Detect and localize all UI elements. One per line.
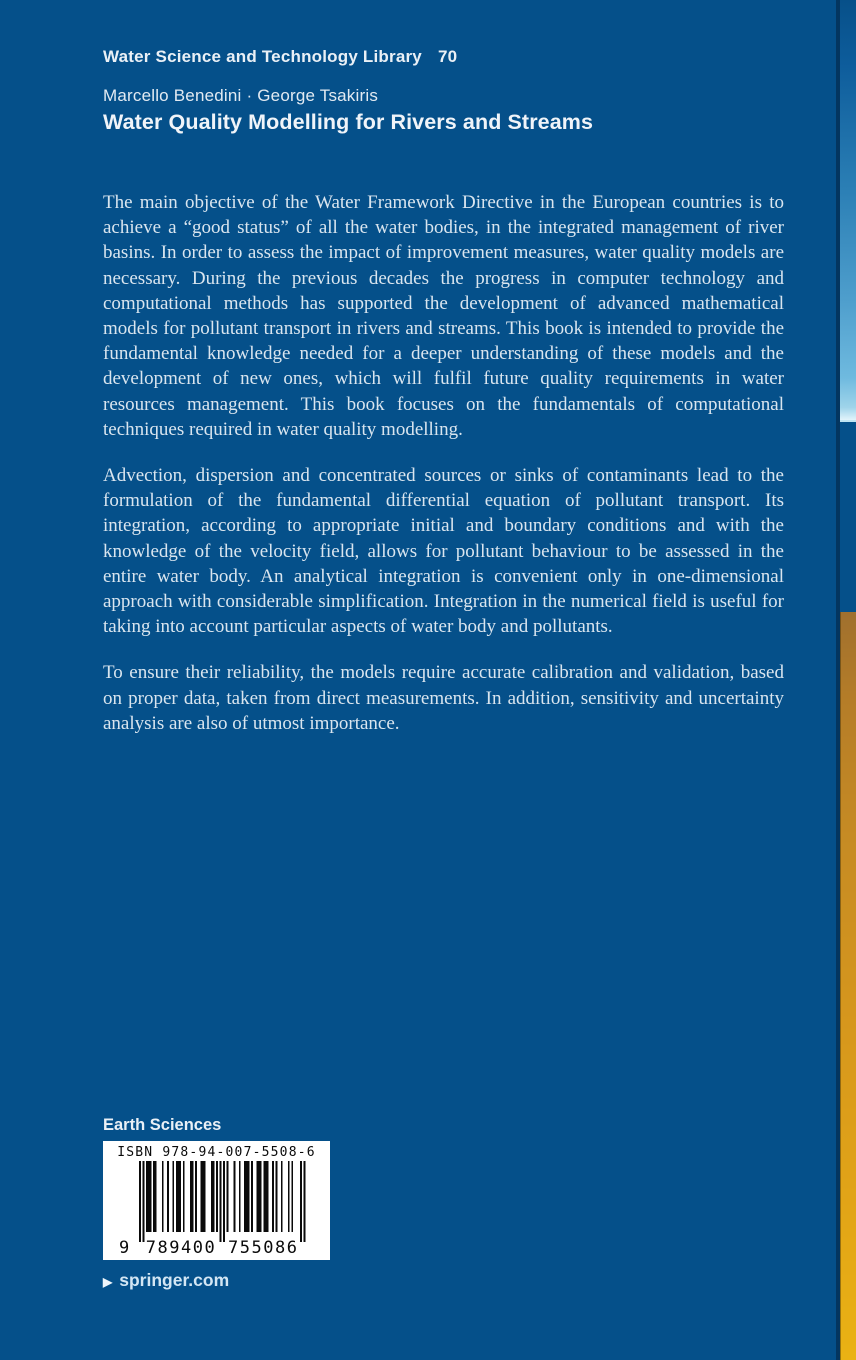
barcode-svg (115, 1161, 319, 1256)
isbn-label: ISBN 978-94-007-5508-6 (117, 1145, 316, 1160)
springer-url: springer.com (119, 1270, 230, 1290)
svg-text:9: 9 (118, 1238, 131, 1256)
publisher-website (103, 1270, 229, 1291)
category-label: Earth Sciences (103, 1116, 222, 1134)
book-title: Water Quality Modelling for Rivers and Streams (103, 110, 594, 134)
blurb-paragraph: Advection, dispersion and concentrated sources or sinks of contaminants lead to the formulation of the fundamental differential equation of pollutant transport. Its integration, according to appropriate initial and boundary conditions and with the knowledge of the velocity field, allows for pollutant behaviour to be assessed in the entire water body. An analytical integration is convenient only in one-dimensional approach with considerable simplification. Integration in the numerical field is useful for taking into account particular aspects of water body and pollutants. (103, 465, 784, 638)
front-cover-sliver (840, 0, 856, 1360)
barcode-box (103, 1141, 330, 1260)
svg-text:755086: 755086 (227, 1238, 298, 1256)
book-edge-strip (836, 0, 856, 1360)
svg-text:789400: 789400 (145, 1238, 216, 1256)
edge-front-cover-blue (840, 0, 856, 422)
edge-front-cover-orange (840, 612, 856, 1360)
blurb-paragraph: The main objective of the Water Framework Directive in the European countries is to achieve a “good status” of all the water bodies, in the integrated management of river basins. In order to assess the impact of improvement measures, water quality models are necessary. During the previous decades the progress in computer technology and computational methods has supported the development of advanced mathematical models for pollutant transport in rivers and streams. This book is intended to provide the fundamental knowledge needed for a deeper understanding of these models and the development of new ones, which will fulfil future quality requirements in water resources management. This book focuses on the fundamentals of computational techniques required in water quality modelling. (103, 192, 784, 440)
series-title: Water Science and Technology Library (103, 47, 422, 66)
series-line (103, 47, 457, 67)
arrow-icon: ▶ (103, 1274, 113, 1289)
blurb-paragraph: To ensure their reliability, the models require accurate calibration and validation, based on proper data, taken from direct measurements. In addition, sensitivity and uncertainty analysis are also of utmost importance. (103, 662, 784, 734)
series-number: 70 (437, 47, 458, 66)
barcode (103, 1161, 330, 1260)
authors-line: Marcello Benedini · George Tsakiris (103, 86, 379, 105)
blurb (103, 190, 784, 757)
